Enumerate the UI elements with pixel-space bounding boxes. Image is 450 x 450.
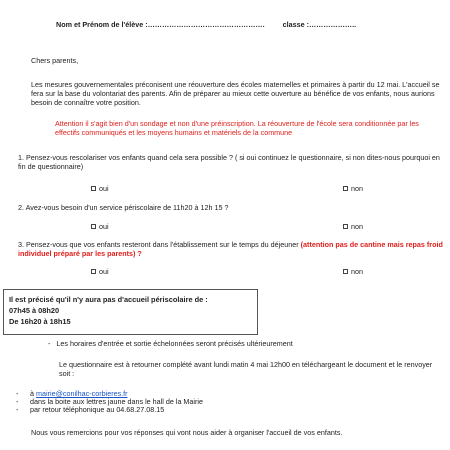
question-2-no[interactable]: [343, 222, 363, 231]
notice-line-2: 07h45 à 08h20: [9, 306, 60, 315]
checkbox-icon[interactable]: [91, 224, 96, 229]
list-item: - à mairie@conilhac-corbieres.fr: [16, 389, 128, 398]
warning-paragraph: Attention il s'agit bien d'un sondage et non d'une préinscription. La réouverture de l'école sera conditionnée par les effectifs communiqués et les moyens humains et matériels de la commune: [55, 119, 419, 137]
intro-paragraph: Les mesures gouvernementales préconisent une réouverture des écoles maternelles et primaires à partir du 12 mai. L'accueil se fera sur la base du volontariat des parents. Afin de préparer au mieux cette ouverture au bénéfice de vos enfants, nous aurions besoin de connaître votre position.: [31, 80, 440, 107]
list-item: - dans la boite aux lettres jaune dans le hall de la Mairie: [16, 397, 204, 406]
option-label: non: [351, 184, 363, 193]
question-3: [18, 240, 443, 258]
question-3-no[interactable]: [343, 267, 363, 276]
mailbox-text: dans la boite aux lettres jaune dans le hall de la Mairie: [30, 397, 204, 406]
checkbox-icon[interactable]: [343, 269, 348, 274]
checkbox-icon[interactable]: [343, 224, 348, 229]
notice-line-1: Il est précisé qu'il n'y aura pas d'accueil périscolaire de :: [9, 295, 208, 304]
question-1-no[interactable]: [343, 184, 363, 193]
option-label: oui: [99, 184, 109, 193]
option-label: non: [351, 222, 363, 231]
question-1-yes[interactable]: [91, 184, 109, 193]
email-link[interactable]: mairie@conilhac-corbieres.fr: [36, 389, 128, 398]
schedule-note: [48, 339, 293, 348]
class-label: classe: [282, 20, 305, 29]
email-prefix: à: [30, 389, 36, 398]
list-item: - par retour téléphonique au 04.68.27.08.15: [16, 405, 165, 414]
student-name-field[interactable]: :………………………………………….: [143, 20, 265, 29]
student-header: [56, 20, 356, 29]
question-2: 2. Avez-vous besoin d'un service périscolaire de 11h20 à 12h 15 ?: [18, 203, 229, 212]
schedule-note-text: Les horaires d'entrée et sortie échelonnées seront précisés ultérieurement: [56, 339, 293, 348]
checkbox-icon[interactable]: [343, 186, 348, 191]
question-3-highlight: (attention pas de cantine mais repas froid individuel préparé par les parents) ?: [18, 240, 443, 258]
class-field[interactable]: :………………..: [304, 20, 357, 29]
student-name-label: Nom et Prénom de l'élève: [56, 20, 144, 29]
thanks-note: Nous vous remercions pour vos réponses qui vont nous aider à organiser l'accueil de vos enfants.: [31, 428, 343, 437]
greeting: Chers parents,: [31, 56, 79, 65]
option-label: non: [351, 267, 363, 276]
question-3-yes[interactable]: [91, 267, 109, 276]
option-label: oui: [99, 222, 109, 231]
notice-line-3: De 16h20 à 18h15: [9, 317, 71, 326]
periscolaire-notice-box: [3, 289, 258, 335]
option-label: oui: [99, 267, 109, 276]
return-methods-list: [16, 390, 203, 414]
question-3-text: 3. Pensez-vous que vos enfants resteront dans l'établissement sur le temps du déjeuner: [18, 240, 299, 249]
checkbox-icon[interactable]: [91, 269, 96, 274]
bullet-dash-icon: -: [48, 339, 51, 348]
return-note: Le questionnaire est à retourner complété avant lundi matin 4 mai 12h00 en téléchargeant le document et le renvoyer soit :: [59, 360, 433, 378]
question-1: 1. Pensez-vous rescolariser vos enfants quand cela sera possible ? ( si oui continuez le questionnaire, si non dites-nous pourquoi en fin de questionnaire): [18, 153, 440, 171]
phone-text: par retour téléphonique au 04.68.27.08.15: [30, 405, 165, 414]
question-2-yes[interactable]: [91, 222, 109, 231]
checkbox-icon[interactable]: [91, 186, 96, 191]
